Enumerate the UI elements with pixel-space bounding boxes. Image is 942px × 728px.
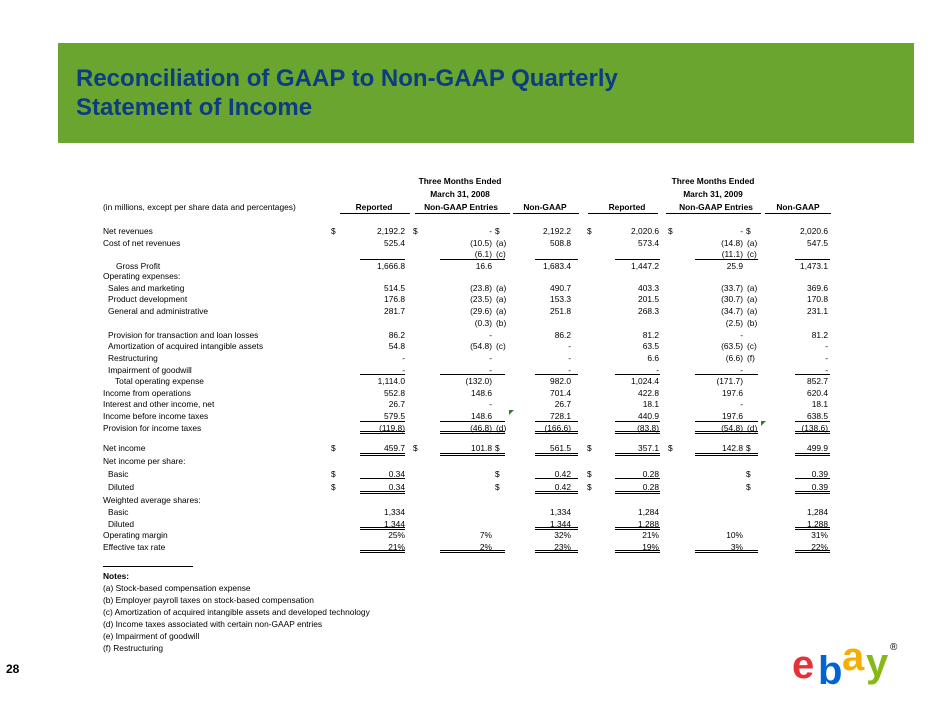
currency-sign: $ [331, 226, 336, 236]
note-item: (d) Income taxes associated with certain non-GAAP entries [103, 619, 323, 629]
table-cell: 25.9 [726, 261, 743, 271]
table-cell: 579.5 [384, 411, 405, 421]
table-cell: - [825, 365, 828, 375]
header-rule-1 [415, 213, 510, 214]
table-cell: 1,683.4 [543, 261, 571, 271]
row-label: Provision for income taxes [103, 423, 202, 433]
logo-letter-y: y [866, 641, 889, 685]
logo-letter-b: b [818, 649, 843, 692]
total-rule [535, 259, 578, 260]
col-header-0: Reported [355, 202, 393, 212]
total-rule [360, 259, 405, 260]
total-rule [360, 431, 405, 434]
total-rule [440, 421, 505, 422]
total-rule [360, 491, 405, 494]
total-rule [535, 453, 578, 456]
table-cell: - [740, 330, 743, 340]
table-cell: (10.5) [470, 238, 492, 248]
table-cell: 552.8 [384, 388, 405, 398]
table-cell: 153.3 [550, 294, 571, 304]
footnote-ref: (a) [496, 283, 507, 293]
total-rule [440, 550, 505, 553]
currency-sign: $ [331, 443, 336, 453]
table-cell: 728.1 [550, 411, 571, 421]
total-rule [615, 527, 660, 530]
table-cell: 251.8 [550, 306, 571, 316]
total-rule [615, 550, 660, 553]
total-rule [795, 453, 830, 456]
table-cell: (83.8) [637, 423, 659, 433]
row-label: Income from operations [103, 388, 191, 398]
total-rule [535, 478, 578, 479]
row-label: Amortization of acquired intangible assets [108, 341, 264, 351]
row-label: Operating margin [103, 530, 168, 540]
row-label: Provision for transaction and loan losses [108, 330, 259, 340]
row-label: Restructuring [108, 353, 158, 363]
table-cell: 1,344 [550, 519, 571, 529]
table-cell: 490.7 [550, 283, 571, 293]
table-cell: 201.5 [638, 294, 659, 304]
table-cell: 0.42 [554, 469, 571, 479]
table-cell: (2.5) [725, 318, 743, 328]
table-cell: (46.8) [470, 423, 492, 433]
row-label: Total operating expense [115, 376, 204, 386]
table-cell: (132.0) [465, 376, 492, 386]
table-cell: 32% [554, 530, 571, 540]
table-cell: (30.7) [721, 294, 743, 304]
total-rule [615, 478, 660, 479]
table-cell: 268.3 [638, 306, 659, 316]
cell-marker-triangle [761, 421, 766, 426]
table-cell: 1,666.8 [377, 261, 405, 271]
period-2008-title: Three Months Ended [418, 176, 502, 186]
units-note: (in millions, except per share data and percentages) [103, 202, 296, 212]
period-2009-date: March 31, 2009 [683, 189, 743, 199]
table-cell: 0.39 [811, 469, 828, 479]
table-cell: 514.5 [384, 283, 405, 293]
total-rule [695, 421, 758, 422]
footnote-ref: (c) [496, 249, 506, 259]
total-rule [615, 259, 660, 260]
table-cell: 1,114.0 [377, 376, 405, 386]
total-rule [795, 421, 830, 422]
total-rule [695, 550, 758, 553]
logo-letter-e: e [792, 643, 815, 687]
currency-sign: $ [587, 443, 592, 453]
currency-sign: $ [495, 469, 500, 479]
total-rule [360, 478, 405, 479]
row-label: Basic [108, 507, 129, 517]
footnote-ref: (a) [747, 238, 758, 248]
table-cell: (119.8) [379, 423, 405, 433]
page-number: 28 [6, 662, 20, 676]
table-cell: (23.5) [470, 294, 492, 304]
total-rule [535, 431, 578, 434]
row-label: General and administrative [108, 306, 209, 316]
total-rule [795, 431, 830, 434]
table-cell: - [489, 353, 492, 363]
table-cell: 86.2 [554, 330, 571, 340]
footnote-ref: (d) [496, 423, 507, 433]
table-cell: 25% [388, 530, 405, 540]
table-cell: 701.4 [550, 388, 571, 398]
table-cell: 2,020.6 [631, 226, 659, 236]
row-label: Operating expenses: [103, 271, 181, 281]
table-cell: 21% [642, 530, 659, 540]
row-label: Net income per share: [103, 456, 186, 466]
table-cell: 86.2 [388, 330, 405, 340]
table-cell: - [402, 353, 405, 363]
note-item: (b) Employer payroll taxes on stock-based compensation [103, 595, 314, 605]
table-cell: (33.7) [721, 283, 743, 293]
header-rule-0 [340, 213, 410, 214]
footnote-ref: (a) [747, 294, 758, 304]
currency-sign: $ [495, 482, 500, 492]
table-cell: - [568, 365, 571, 375]
table-cell: - [825, 341, 828, 351]
table-cell: 852.7 [807, 376, 828, 386]
table-cell: 1,284 [807, 507, 828, 517]
table-cell: 0.42 [554, 482, 571, 492]
table-cell: (29.6) [470, 306, 492, 316]
total-rule [360, 550, 405, 553]
note-item: (c) Amortization of acquired intangible assets and developed technology [103, 607, 370, 617]
table-cell: - [740, 399, 743, 409]
table-cell: 281.7 [384, 306, 405, 316]
table-cell: 26.7 [388, 399, 405, 409]
total-rule [360, 421, 405, 422]
total-rule [535, 527, 578, 530]
table-cell: 197.6 [722, 388, 743, 398]
total-rule [440, 259, 505, 260]
table-cell: 22% [811, 542, 828, 552]
table-cell: 620.4 [807, 388, 828, 398]
table-cell: (63.5) [721, 341, 743, 351]
currency-sign: $ [495, 226, 500, 236]
footnote-ref: (c) [747, 249, 757, 259]
col-header-3: Reported [608, 202, 646, 212]
table-cell: - [656, 365, 659, 375]
footnote-ref: (d) [747, 423, 758, 433]
table-cell: 2% [479, 542, 492, 552]
currency-sign: $ [746, 469, 751, 479]
row-label: Diluted [108, 519, 135, 529]
total-rule [795, 527, 830, 530]
total-rule [615, 421, 660, 422]
total-rule [440, 374, 505, 375]
total-rule [535, 374, 578, 375]
table-cell: (34.7) [721, 306, 743, 316]
table-cell: - [402, 365, 405, 375]
table-cell: 1,473.1 [800, 261, 828, 271]
footnote-ref: (b) [496, 318, 507, 328]
currency-sign: $ [746, 482, 751, 492]
table-cell: - [825, 353, 828, 363]
table-cell: 1,024.4 [631, 376, 659, 386]
title-line-1: Reconciliation of GAAP to Non-GAAP Quarterly [76, 65, 618, 92]
table-cell: (6.1) [474, 249, 492, 259]
table-cell: 21% [388, 542, 405, 552]
row-label: Gross Profit [116, 261, 161, 271]
title-line-2: Statement of Income [76, 94, 313, 121]
total-rule [360, 374, 405, 375]
table-cell: (6.6) [725, 353, 743, 363]
table-cell: 26.7 [554, 399, 571, 409]
table-cell: 369.6 [807, 283, 828, 293]
table-cell: 3% [730, 542, 743, 552]
table-cell: 508.8 [550, 238, 571, 248]
table-cell: 0.39 [811, 482, 828, 492]
table-cell: - [568, 353, 571, 363]
table-cell: 142.8 [722, 443, 743, 453]
total-rule [695, 374, 758, 375]
footnote-ref: (c) [496, 341, 506, 351]
table-cell: 176.8 [384, 294, 405, 304]
footnote-ref: (f) [747, 353, 755, 363]
row-label: Basic [108, 469, 129, 479]
table-cell: 2,192.2 [377, 226, 405, 236]
total-rule [795, 550, 830, 553]
footnote-ref: (a) [747, 306, 758, 316]
currency-sign: $ [587, 482, 592, 492]
ebay-logo [790, 636, 900, 692]
table-cell: 403.3 [638, 283, 659, 293]
note-item: (f) Restructuring [103, 643, 164, 653]
logo-registered-mark: ® [890, 642, 898, 653]
total-rule [795, 491, 830, 494]
footnote-ref: (a) [496, 306, 507, 316]
table-cell: 1,447.2 [631, 261, 659, 271]
table-cell: 1,288 [638, 519, 659, 529]
row-label: Sales and marketing [108, 283, 185, 293]
table-cell: 561.5 [550, 443, 571, 453]
header-rule-4 [666, 213, 761, 214]
table-cell: - [740, 365, 743, 375]
col-header-1: Non-GAAP Entries [424, 202, 498, 212]
table-cell: 10% [726, 530, 743, 540]
total-rule [535, 550, 578, 553]
table-cell: 547.5 [807, 238, 828, 248]
row-label: Diluted [108, 482, 135, 492]
table-cell: 18.1 [811, 399, 828, 409]
table-cell: (54.8) [721, 423, 743, 433]
logo-letter-a: a [842, 636, 865, 679]
total-rule [795, 478, 830, 479]
table-cell: 357.1 [638, 443, 659, 453]
table-cell: 1,344 [384, 519, 405, 529]
total-rule [440, 453, 505, 456]
table-cell: 170.8 [807, 294, 828, 304]
currency-sign: $ [587, 226, 592, 236]
row-label: Cost of net revenues [103, 238, 181, 248]
table-cell: - [740, 226, 743, 236]
table-cell: (138.6) [801, 423, 828, 433]
currency-sign: $ [413, 443, 418, 453]
total-rule [535, 421, 578, 422]
period-2009-title: Three Months Ended [671, 176, 755, 186]
table-cell: 2,020.6 [800, 226, 828, 236]
row-label: Net revenues [103, 226, 153, 236]
table-cell: 499.9 [807, 443, 828, 453]
col-header-4: Non-GAAP Entries [679, 202, 753, 212]
table-cell: 573.4 [638, 238, 659, 248]
currency-sign: $ [587, 469, 592, 479]
currency-sign: $ [746, 443, 751, 453]
total-rule [360, 527, 405, 530]
header-rule-2 [513, 213, 579, 214]
col-header-2: Non-GAAP [523, 202, 567, 212]
table-cell: 23% [554, 542, 571, 552]
table-cell: 148.6 [471, 388, 492, 398]
table-cell: 0.34 [388, 482, 405, 492]
total-rule [615, 431, 660, 434]
note-item: (a) Stock-based compensation expense [103, 583, 251, 593]
table-cell: - [489, 226, 492, 236]
table-cell: 6.6 [647, 353, 659, 363]
table-cell: 1,288 [807, 519, 828, 529]
total-rule [695, 453, 758, 456]
footnote-ref: (b) [747, 318, 758, 328]
table-cell: 31% [811, 530, 828, 540]
table-cell: (0.3) [474, 318, 492, 328]
row-label: Weighted average shares: [103, 495, 201, 505]
row-label: Effective tax rate [103, 542, 166, 552]
table-cell: (23.8) [470, 283, 492, 293]
total-rule [615, 491, 660, 494]
table-cell: 54.8 [388, 341, 405, 351]
table-cell: 81.2 [811, 330, 828, 340]
currency-sign: $ [413, 226, 418, 236]
row-label: Interest and other income, net [103, 399, 215, 409]
total-rule [360, 453, 405, 456]
table-cell: - [489, 365, 492, 375]
currency-sign: $ [668, 443, 673, 453]
table-cell: 0.28 [642, 482, 659, 492]
notes-separator [103, 566, 193, 567]
table-cell: - [568, 341, 571, 351]
table-cell: 18.1 [642, 399, 659, 409]
total-rule [795, 259, 830, 260]
table-cell: 1,284 [638, 507, 659, 517]
total-rule [440, 431, 505, 434]
row-label: Product development [108, 294, 188, 304]
table-cell: 1,334 [550, 507, 571, 517]
table-cell: (54.8) [470, 341, 492, 351]
row-label: Impairment of goodwill [108, 365, 192, 375]
row-label: Income before income taxes [103, 411, 209, 421]
footnote-ref: (c) [747, 341, 757, 351]
header-rule-5 [765, 213, 831, 214]
table-cell: 440.9 [638, 411, 659, 421]
table-cell: 63.5 [642, 341, 659, 351]
table-cell: 1,334 [384, 507, 405, 517]
table-cell: 525.4 [384, 238, 405, 248]
total-rule [795, 374, 830, 375]
row-label: Net income [103, 443, 146, 453]
table-cell: 81.2 [642, 330, 659, 340]
footnote-ref: (a) [496, 238, 507, 248]
total-rule [615, 453, 660, 456]
table-cell: - [489, 330, 492, 340]
note-item: (e) Impairment of goodwill [103, 631, 200, 641]
table-cell: (171.7) [716, 376, 743, 386]
table-cell: 197.6 [722, 411, 743, 421]
table-cell: 19% [642, 542, 659, 552]
table-cell: 101.8 [471, 443, 492, 453]
table-cell: (166.6) [544, 423, 571, 433]
table-cell: 459.7 [384, 443, 405, 453]
table-cell: 982.0 [550, 376, 571, 386]
total-rule [695, 259, 758, 260]
total-rule [695, 431, 758, 434]
footnote-ref: (a) [496, 294, 507, 304]
period-2008-date: March 31, 2008 [430, 189, 490, 199]
table-cell: 16.6 [475, 261, 492, 271]
currency-sign: $ [331, 482, 336, 492]
table-cell: 638.5 [807, 411, 828, 421]
currency-sign: $ [495, 443, 500, 453]
cell-marker-triangle [509, 410, 514, 415]
notes-title: Notes: [103, 571, 130, 581]
table-cell: 7% [479, 530, 492, 540]
table-cell: 231.1 [807, 306, 828, 316]
table-cell: (11.1) [721, 249, 743, 259]
header-rule-3 [588, 213, 658, 214]
table-cell: 422.8 [638, 388, 659, 398]
table-cell: 148.6 [471, 411, 492, 421]
table-cell: (14.8) [721, 238, 743, 248]
currency-sign: $ [331, 469, 336, 479]
table-cell: 0.34 [388, 469, 405, 479]
table-cell: 2,192.2 [543, 226, 571, 236]
table-cell: 0.28 [642, 469, 659, 479]
footnote-ref: (a) [747, 283, 758, 293]
col-header-5: Non-GAAP [776, 202, 820, 212]
currency-sign: $ [746, 226, 751, 236]
currency-sign: $ [668, 226, 673, 236]
total-rule [615, 374, 660, 375]
table-cell: - [489, 399, 492, 409]
total-rule [535, 491, 578, 494]
